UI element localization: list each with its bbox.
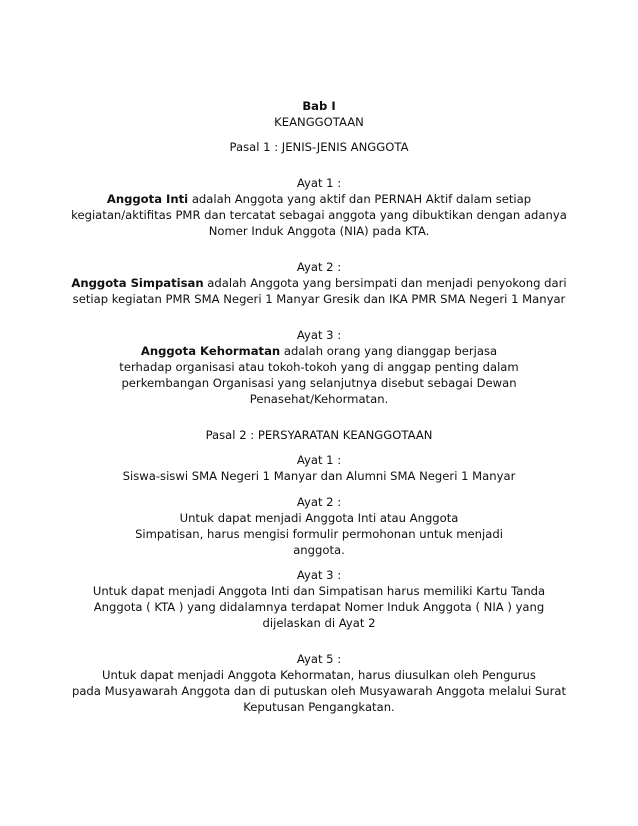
pasal-2-heading: Pasal 2 : PERSYARATAN KEANGGOTAAN bbox=[205, 428, 433, 442]
pasal-2-ayat-2-line-1: Untuk dapat menjadi Anggota Inti atau Anggota bbox=[179, 511, 459, 525]
term-anggota-inti: Anggota Inti bbox=[106, 192, 189, 206]
pasal-1-ayat-3-line-1-rest: adalah orang yang dianggap berjasa bbox=[280, 344, 498, 358]
term-anggota-simpatisan: Anggota Simpatisan bbox=[71, 276, 204, 290]
pasal-2-ayat-5-line-1: Untuk dapat menjadi Anggota Kehormatan, harus diusulkan oleh Pengurus bbox=[102, 668, 536, 682]
pasal-2-ayat-3-line-3: dijelaskan di Ayat 2 bbox=[262, 616, 376, 630]
pasal-2-ayat-5-line-2: pada Musyawarah Anggota dan di putuskan oleh Musyawarah Anggota melalui Surat bbox=[71, 684, 567, 698]
pasal-1-heading: Pasal 1 : JENIS-JENIS ANGGOTA bbox=[229, 140, 409, 154]
pasal-2-ayat-2-label: Ayat 2 : bbox=[296, 495, 342, 509]
pasal-1-ayat-3-label: Ayat 3 : bbox=[296, 328, 342, 342]
pasal-1-ayat-3-line-1 bbox=[0, 343, 638, 359]
pasal-1-ayat-2-label: Ayat 2 : bbox=[296, 260, 342, 274]
pasal-1-ayat-1-line-1-rest: adalah Anggota yang aktif dan PERNAH Aktif dalam setiap bbox=[188, 192, 532, 206]
pasal-1-ayat-2-line-1 bbox=[0, 275, 638, 291]
pasal-1-ayat-3-line-2: terhadap organisasi atau tokoh-tokoh yang di anggap penting dalam bbox=[119, 360, 519, 374]
pasal-1-ayat-1-line-2: kegiatan/aktifitas PMR dan tercatat sebagai anggota yang dibuktikan dengan adanya bbox=[71, 208, 567, 222]
chapter-subtitle: KEANGGOTAAN bbox=[274, 115, 364, 129]
pasal-2-ayat-1-label: Ayat 1 : bbox=[296, 453, 342, 467]
pasal-2-ayat-2-line-3: anggota. bbox=[293, 543, 345, 557]
pasal-2-ayat-1-line-1: Siswa-siswi SMA Negeri 1 Manyar dan Alumni SMA Negeri 1 Manyar bbox=[122, 469, 516, 483]
pasal-2-ayat-3-line-1: Untuk dapat menjadi Anggota Inti dan Simpatisan harus memiliki Kartu Tanda bbox=[92, 584, 546, 598]
pasal-1-ayat-3-line-4: Penasehat/Kehormatan. bbox=[249, 392, 389, 406]
pasal-2-ayat-3-label: Ayat 3 : bbox=[296, 568, 342, 582]
chapter-title: Bab I bbox=[302, 99, 336, 113]
pasal-1-ayat-2-line-2: setiap kegiatan PMR SMA Negeri 1 Manyar Gresik dan IKA PMR SMA Negeri 1 Manyar bbox=[72, 292, 566, 306]
pasal-1-ayat-1-line-3: Nomer Induk Anggota (NIA) pada KTA. bbox=[208, 224, 430, 238]
pasal-2-ayat-2-line-2: Simpatisan, harus mengisi formulir permohonan untuk menjadi bbox=[135, 527, 503, 541]
pasal-1-ayat-1-line-1 bbox=[0, 191, 638, 207]
pasal-2-ayat-3-line-2: Anggota ( KTA ) yang didalamnya terdapat Nomer Induk Anggota ( NIA ) yang bbox=[93, 600, 545, 614]
pasal-2-ayat-5-label: Ayat 5 : bbox=[296, 652, 342, 666]
pasal-1-ayat-2-line-1-rest: adalah Anggota yang bersimpati dan menjadi penyokong dari bbox=[203, 276, 567, 290]
term-anggota-kehormatan: Anggota Kehormatan bbox=[140, 344, 281, 358]
pasal-1-ayat-1-label: Ayat 1 : bbox=[296, 176, 342, 190]
pasal-1-ayat-3-line-3: perkembangan Organisasi yang selanjutnya disebut sebagai Dewan bbox=[121, 376, 517, 390]
pasal-2-ayat-5-line-3: Keputusan Pengangkatan. bbox=[243, 700, 395, 714]
